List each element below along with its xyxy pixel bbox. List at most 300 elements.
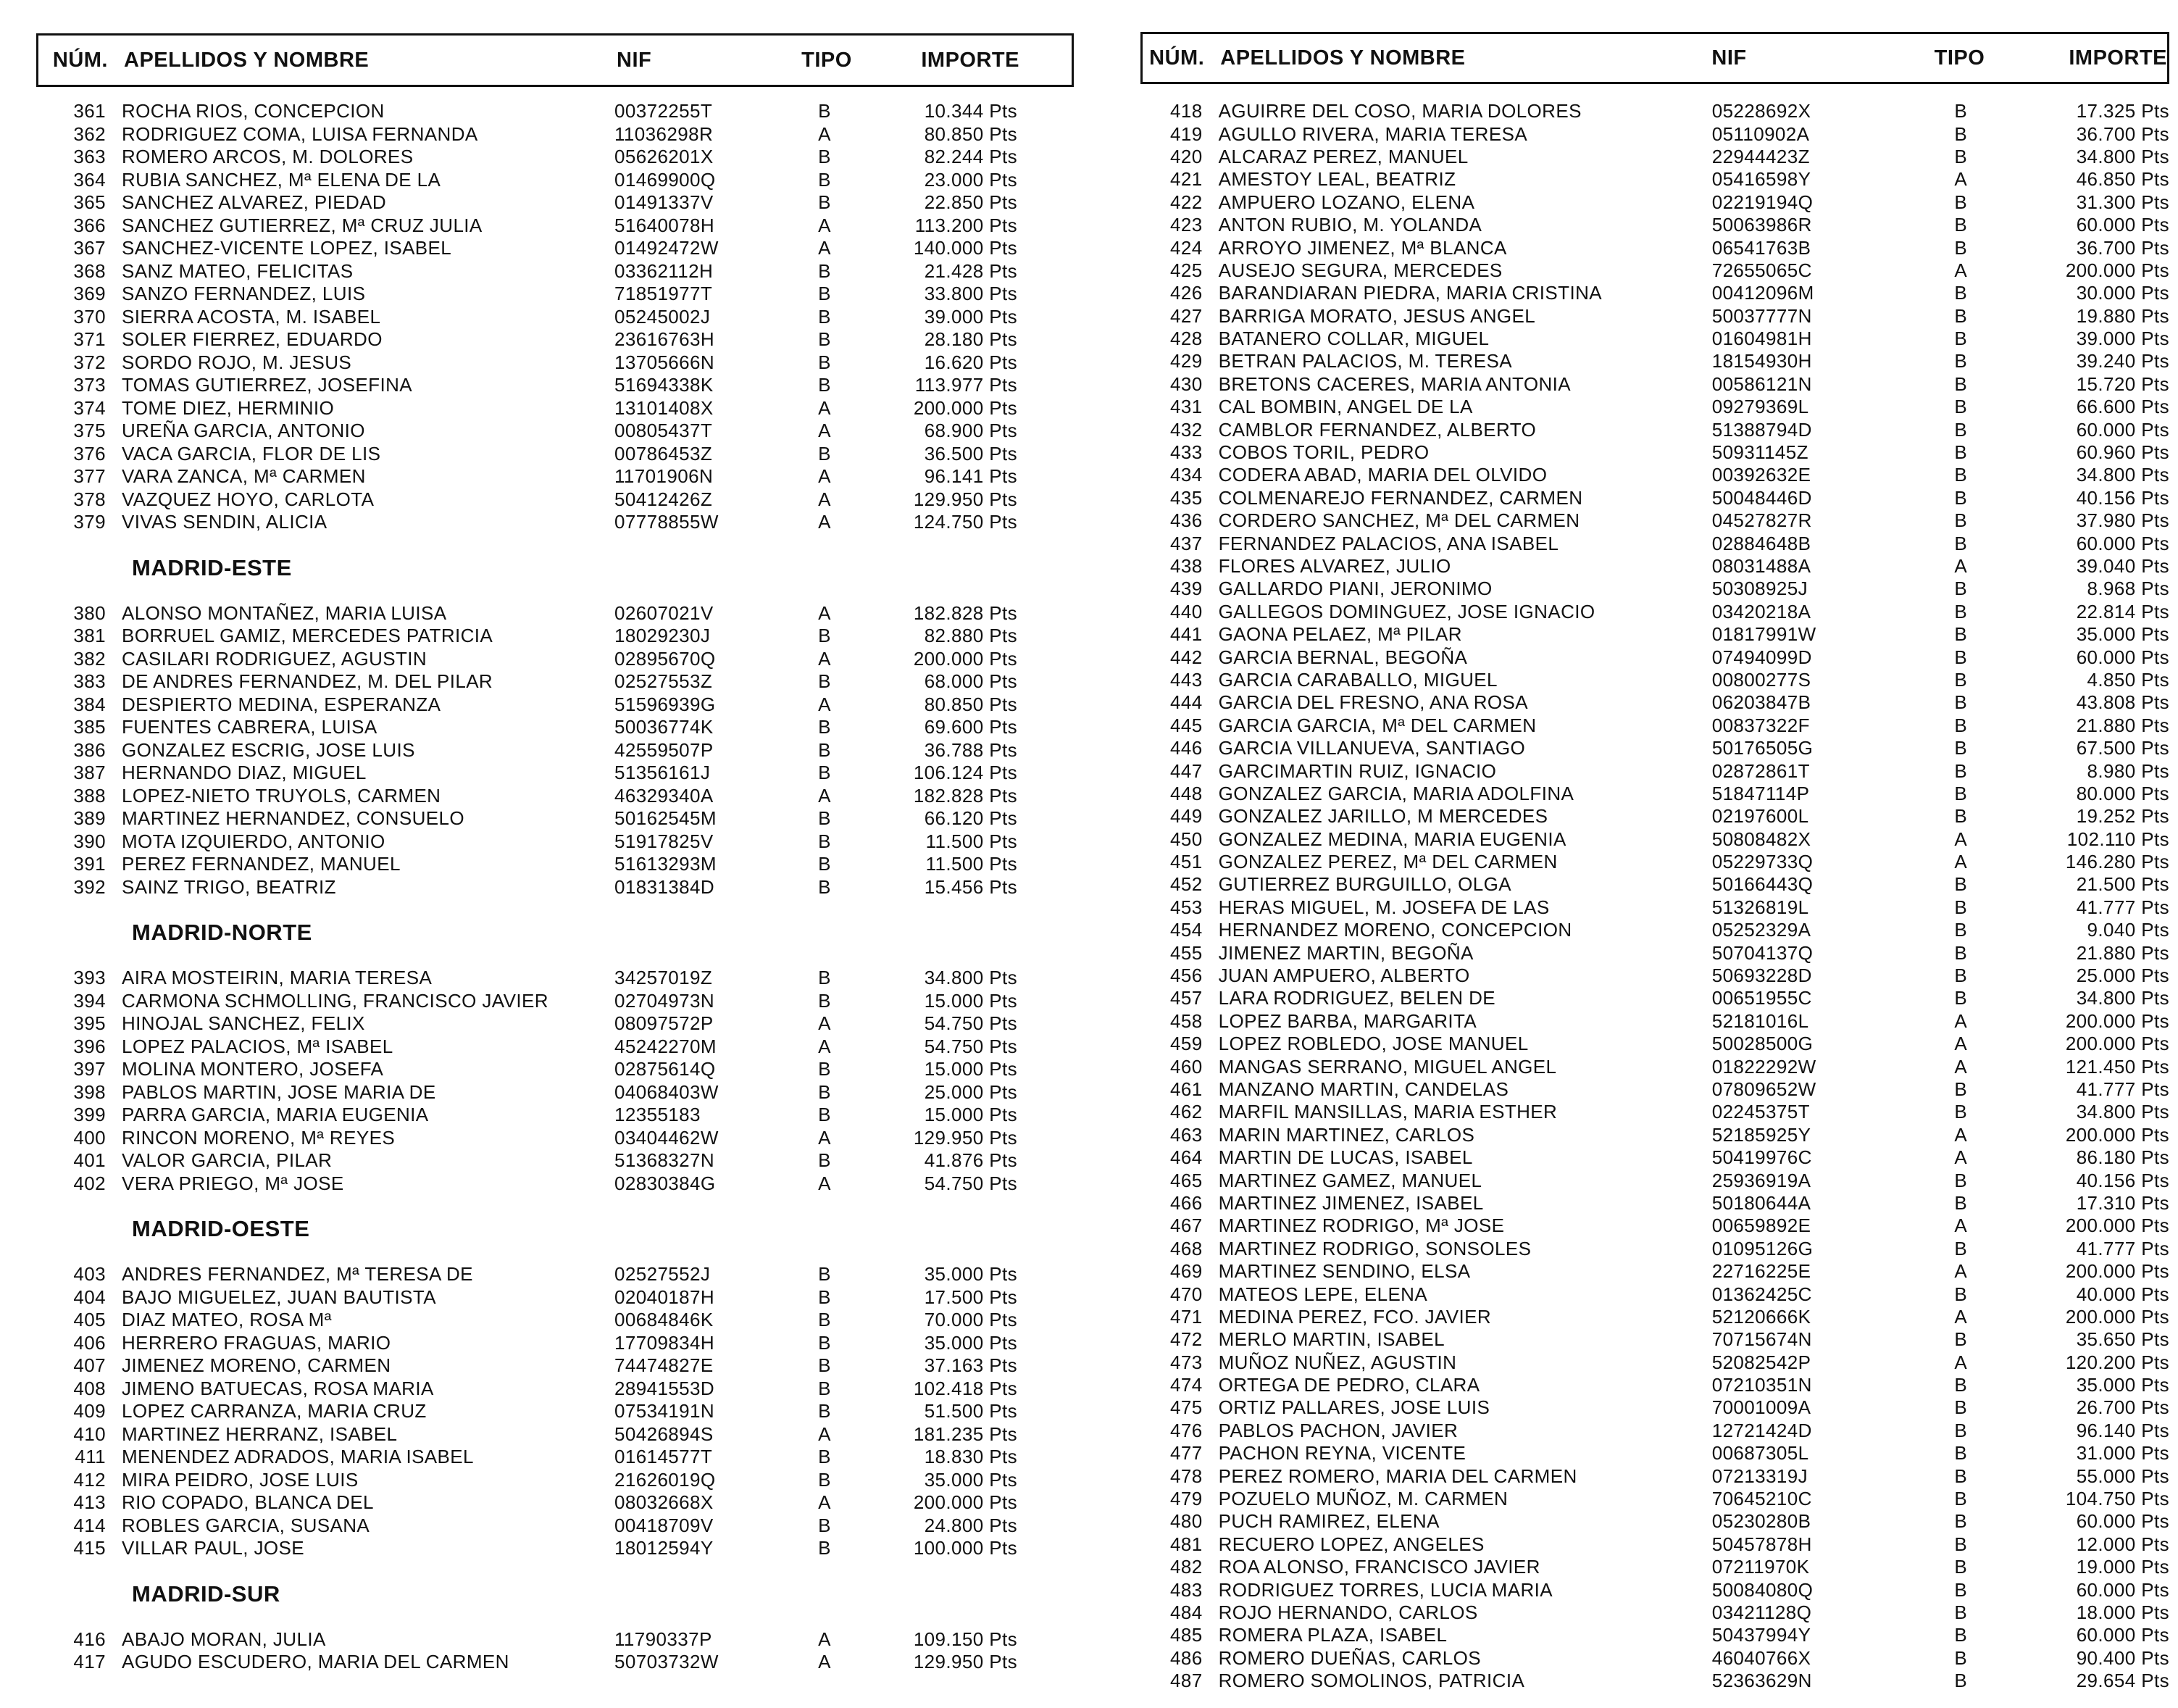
row-nif: 50037777N <box>1711 304 1812 327</box>
row-importe: 80.000 Pts <box>2076 782 2169 804</box>
row-importe: 21.428 Pts <box>924 259 1017 282</box>
row-nif: 05110902A <box>1711 122 1810 145</box>
row-tipo: B <box>818 1263 831 1286</box>
row-num: 453 <box>1170 896 1203 918</box>
table-row <box>36 1515 1074 1538</box>
row-nif: 02704973N <box>614 989 715 1012</box>
table-row <box>1140 1533 2169 1556</box>
row-name: MUÑOZ NUÑEZ, AGUSTIN <box>1218 1351 1457 1373</box>
row-nif: 00805437T <box>614 420 713 442</box>
table-row <box>1140 1578 2169 1601</box>
row-importe: 55.000 Pts <box>2076 1465 2169 1487</box>
row-tipo: B <box>818 853 831 875</box>
row-num: 449 <box>1170 805 1203 828</box>
row-name: POZUELO MUÑOZ, M. CARMEN <box>1218 1488 1509 1510</box>
table-row <box>1140 1215 2169 1237</box>
header-name: APELLIDOS Y NOMBRE <box>1220 46 1466 70</box>
row-num: 384 <box>73 693 106 715</box>
row-nif: 00586121N <box>1711 372 1812 395</box>
row-nif: 00800277S <box>1711 668 1811 691</box>
table-row <box>1140 1055 2169 1078</box>
row-tipo: B <box>818 989 831 1012</box>
row-tipo: A <box>1954 555 1968 577</box>
row-num: 418 <box>1170 100 1203 122</box>
table-row <box>1140 1078 2169 1101</box>
row-num: 461 <box>1170 1078 1203 1100</box>
row-nif: 00837322F <box>1711 714 1810 736</box>
row-tipo: B <box>818 670 831 693</box>
table-row <box>36 648 1074 671</box>
row-nif: 50693228D <box>1711 965 1812 987</box>
row-tipo: A <box>818 214 831 236</box>
row-num: 364 <box>73 168 106 191</box>
row-nif: 17709834H <box>614 1331 715 1354</box>
row-importe: 100.000 Pts <box>913 1537 1017 1559</box>
row-num: 395 <box>73 1012 106 1035</box>
table-row <box>36 785 1074 808</box>
row-num: 470 <box>1170 1283 1203 1305</box>
table-row <box>1140 1465 2169 1487</box>
table-row <box>1140 305 2169 328</box>
row-name: GALLARDO PIANI, JERONIMO <box>1218 578 1493 600</box>
row-num: 405 <box>73 1309 106 1331</box>
row-tipo: B <box>1954 1374 1968 1396</box>
row-importe: 25.000 Pts <box>2076 965 2169 987</box>
row-tipo: B <box>1954 1670 1968 1692</box>
row-tipo: B <box>1954 1533 1968 1555</box>
row-importe: 200.000 Pts <box>913 396 1017 419</box>
row-tipo: B <box>1954 372 1968 395</box>
row-importe: 54.750 Pts <box>924 1035 1017 1057</box>
row-importe: 26.700 Pts <box>2076 1396 2169 1419</box>
row-tipo: B <box>818 762 831 784</box>
row-num: 465 <box>1170 1169 1203 1191</box>
row-num: 411 <box>75 1446 106 1468</box>
row-importe: 200.000 Pts <box>2065 259 2169 281</box>
row-nif: 00412096M <box>1711 282 1814 304</box>
row-importe: 15.720 Pts <box>2076 372 2169 395</box>
table-row <box>1140 1010 2169 1033</box>
row-num: 426 <box>1170 282 1203 304</box>
row-tipo: B <box>1954 578 1968 600</box>
row-importe: 129.950 Pts <box>913 1651 1017 1673</box>
row-num: 467 <box>1170 1215 1203 1237</box>
row-num: 474 <box>1170 1374 1203 1396</box>
row-importe: 22.850 Pts <box>924 191 1017 214</box>
row-nif: 11790337P <box>614 1628 712 1650</box>
row-tipo: A <box>818 465 831 488</box>
row-num: 444 <box>1170 691 1203 714</box>
row-num: 468 <box>1170 1237 1203 1259</box>
table-row <box>36 191 1074 214</box>
row-importe: 10.344 Pts <box>924 100 1017 122</box>
row-num: 483 <box>1170 1578 1203 1601</box>
table-row <box>36 1263 1074 1286</box>
row-tipo: B <box>1954 1624 1968 1646</box>
row-name: GONZALEZ JARILLO, M MERCEDES <box>1218 805 1548 828</box>
row-nif: 70715674N <box>1711 1328 1812 1351</box>
row-num: 485 <box>1170 1624 1203 1646</box>
table-row <box>1140 715 2169 737</box>
row-importe: 96.141 Pts <box>924 465 1017 488</box>
row-num: 432 <box>1170 418 1203 441</box>
row-importe: 19.252 Pts <box>2076 805 2169 828</box>
row-name: VACA GARCIA, FLOR DE LIS <box>122 442 381 465</box>
row-num: 410 <box>73 1422 106 1445</box>
row-importe: 35.000 Pts <box>924 1263 1017 1286</box>
row-name: AGUIRRE DEL COSO, MARIA DOLORES <box>1218 100 1582 122</box>
row-nif: 02040187H <box>614 1286 715 1308</box>
row-importe: 82.244 Pts <box>924 146 1017 168</box>
row-name: GONZALEZ PEREZ, Mª DEL CARMEN <box>1218 851 1558 873</box>
table-row <box>36 830 1074 854</box>
row-nif: 51640078H <box>614 214 715 236</box>
row-importe: 18.000 Pts <box>2076 1601 2169 1623</box>
row-num: 377 <box>73 465 106 488</box>
row-tipo: B <box>1954 987 1968 1009</box>
row-num: 369 <box>73 283 106 305</box>
row-num: 403 <box>73 1263 106 1286</box>
table-row <box>36 488 1074 512</box>
table-row <box>36 1012 1074 1036</box>
row-importe: 9.040 Pts <box>2087 919 2169 941</box>
row-name: JIMENEZ MARTIN, BEGOÑA <box>1218 941 1474 964</box>
row-name: LOPEZ-NIETO TRUYOLS, CARMEN <box>122 784 441 807</box>
row-tipo: A <box>818 1126 831 1149</box>
row-nif: 13101408X <box>614 396 714 419</box>
header-num: NÚM. <box>52 48 108 72</box>
table-row <box>1140 441 2169 464</box>
row-num: 365 <box>73 191 106 214</box>
row-num: 398 <box>73 1080 106 1103</box>
row-num: 438 <box>1170 555 1203 577</box>
row-nif: 08031488A <box>1711 555 1811 577</box>
row-nif: 07809652W <box>1711 1078 1816 1100</box>
row-importe: 36.788 Pts <box>924 738 1017 761</box>
row-name: CORDERO SANCHEZ, Mª DEL CARMEN <box>1218 509 1580 532</box>
table-row <box>36 1036 1074 1059</box>
row-tipo: B <box>818 1400 831 1422</box>
row-tipo: B <box>1954 464 1968 486</box>
row-importe: 16.620 Pts <box>924 351 1017 373</box>
row-num: 361 <box>73 100 106 122</box>
row-importe: 12.000 Pts <box>2076 1533 2169 1555</box>
row-nif: 01817991W <box>1711 623 1816 646</box>
header-num: NÚM. <box>1149 46 1205 70</box>
row-num: 450 <box>1170 828 1203 850</box>
row-tipo: B <box>818 1354 831 1377</box>
row-name: PABLOS PACHON, JAVIER <box>1218 1419 1459 1441</box>
row-tipo: B <box>1954 191 1968 213</box>
row-name: AMESTOY LEAL, BEATRIZ <box>1218 168 1456 191</box>
row-importe: 35.000 Pts <box>2076 623 2169 646</box>
row-tipo: A <box>818 693 831 715</box>
row-nif: 52082542P <box>1711 1351 1811 1373</box>
row-nif: 50063986R <box>1711 214 1812 236</box>
row-tipo: B <box>1954 759 1968 782</box>
header-nif: NIF <box>617 48 652 72</box>
row-nif: 01614577T <box>614 1446 713 1468</box>
row-tipo: B <box>818 442 831 465</box>
row-tipo: B <box>818 625 831 647</box>
row-tipo: B <box>1954 1191 1968 1214</box>
row-nif: 50084080Q <box>1711 1578 1814 1601</box>
row-nif: 50412426Z <box>614 488 713 510</box>
row-tipo: A <box>818 1651 831 1673</box>
header-importe: IMPORTE <box>2069 46 2167 70</box>
table-row <box>1140 555 2169 578</box>
row-name: DIAZ MATEO, ROSA Mª <box>122 1309 332 1331</box>
table-row <box>36 1491 1074 1515</box>
row-importe: 35.000 Pts <box>924 1331 1017 1354</box>
row-importe: 17.500 Pts <box>924 1286 1017 1308</box>
row-name: ANDRES FERNANDEZ, Mª TERESA DE <box>122 1263 473 1286</box>
row-name: ROMERO ARCOS, M. DOLORES <box>122 146 414 168</box>
table-row <box>36 1446 1074 1469</box>
row-name: BAJO MIGUELEZ, JUAN BAUTISTA <box>122 1286 437 1308</box>
row-importe: 120.200 Pts <box>2065 1351 2169 1373</box>
row-nif: 02607021V <box>614 601 714 624</box>
row-num: 374 <box>73 396 106 419</box>
table-row <box>36 260 1074 283</box>
row-nif: 02527553Z <box>614 670 713 693</box>
row-num: 382 <box>73 647 106 670</box>
row-name: MANGAS SERRANO, MIGUEL ANGEL <box>1218 1055 1557 1078</box>
table-row <box>36 283 1074 306</box>
row-num: 376 <box>73 442 106 465</box>
row-nif: 71851977T <box>614 283 713 305</box>
row-name: ALONSO MONTAÑEZ, MARIA LUISA <box>122 601 447 624</box>
table-row <box>1140 1601 2169 1624</box>
row-nif: 00418709V <box>614 1514 714 1536</box>
row-importe: 146.280 Pts <box>2065 851 2169 873</box>
table-row <box>1140 669 2169 691</box>
table-row <box>1140 987 2169 1009</box>
row-importe: 60.000 Pts <box>2076 532 2169 554</box>
row-importe: 54.750 Pts <box>924 1172 1017 1194</box>
table-row <box>1140 418 2169 441</box>
row-name: RODRIGUEZ COMA, LUISA FERNANDA <box>122 122 478 145</box>
row-importe: 19.880 Pts <box>2076 304 2169 327</box>
row-nif: 50308925J <box>1711 578 1808 600</box>
row-nif: 50162545M <box>614 807 717 830</box>
row-importe: 200.000 Pts <box>2065 1215 2169 1237</box>
row-importe: 129.950 Pts <box>913 488 1017 510</box>
row-name: MARTINEZ HERNANDEZ, CONSUELO <box>122 807 464 830</box>
row-tipo: B <box>818 1537 831 1559</box>
row-nif: 46329340A <box>614 784 714 807</box>
row-num: 394 <box>73 989 106 1012</box>
table-row <box>1140 1101 2169 1123</box>
row-tipo: A <box>818 488 831 510</box>
row-num: 456 <box>1170 965 1203 987</box>
row-tipo: A <box>818 1035 831 1057</box>
row-num: 423 <box>1170 214 1203 236</box>
row-tipo: B <box>1954 1101 1968 1123</box>
row-num: 375 <box>73 420 106 442</box>
table-row <box>36 169 1074 192</box>
row-name: CAMBLOR FERNANDEZ, ALBERTO <box>1218 418 1537 441</box>
table-row <box>36 397 1074 420</box>
row-nif: 11036298R <box>614 122 714 145</box>
row-num: 413 <box>73 1491 106 1514</box>
row-nif: 08032668X <box>614 1491 714 1514</box>
row-num: 466 <box>1170 1191 1203 1214</box>
row-importe: 19.000 Pts <box>2076 1556 2169 1578</box>
row-name: GARCIMARTIN RUIZ, IGNACIO <box>1218 759 1497 782</box>
row-nif: 51356161J <box>614 762 711 784</box>
row-num: 420 <box>1170 145 1203 167</box>
row-importe: 66.120 Pts <box>924 807 1017 830</box>
row-importe: 70.000 Pts <box>924 1309 1017 1331</box>
row-name: SIERRA ACOSTA, M. ISABEL <box>122 305 381 328</box>
row-name: ORTIZ PALLARES, JOSE LUIS <box>1218 1396 1490 1419</box>
row-nif: 45242270M <box>614 1035 717 1057</box>
row-tipo: B <box>1954 1419 1968 1441</box>
table-row <box>36 739 1074 762</box>
row-num: 401 <box>73 1149 106 1172</box>
row-nif: 05228692X <box>1711 100 1811 122</box>
row-name: GALLEGOS DOMINGUEZ, JOSE IGNACIO <box>1218 600 1595 622</box>
row-importe: 34.800 Pts <box>2076 145 2169 167</box>
table-row <box>1140 691 2169 714</box>
row-importe: 113.977 Pts <box>914 374 1017 396</box>
row-tipo: B <box>818 100 831 122</box>
row-name: BATANERO COLLAR, MIGUEL <box>1218 328 1490 350</box>
row-name: AIRA MOSTEIRIN, MARIA TERESA <box>122 967 433 989</box>
row-importe: 21.500 Pts <box>2076 873 2169 896</box>
row-name: LOPEZ PALACIOS, Mª ISABEL <box>122 1035 393 1057</box>
row-importe: 200.000 Pts <box>2065 1123 2169 1146</box>
row-num: 478 <box>1170 1465 1203 1487</box>
row-importe: 86.180 Pts <box>2076 1146 2169 1169</box>
row-name: ROMERA PLAZA, ISABEL <box>1218 1624 1448 1646</box>
row-importe: 60.000 Pts <box>2076 1578 2169 1601</box>
table-row <box>1140 1146 2169 1169</box>
table-row <box>1140 1238 2169 1260</box>
row-num: 436 <box>1170 509 1203 532</box>
row-nif: 01362425C <box>1711 1283 1812 1305</box>
row-num: 371 <box>73 328 106 351</box>
row-tipo: A <box>1954 259 1968 281</box>
row-nif: 08097572P <box>614 1012 714 1035</box>
row-name: JIMENEZ MORENO, CARMEN <box>122 1354 391 1377</box>
row-importe: 60.000 Pts <box>2076 646 2169 668</box>
table-row <box>36 853 1074 876</box>
row-nif: 52181016L <box>1711 1009 1809 1032</box>
table-row <box>1140 1306 2169 1328</box>
row-importe: 11.500 Pts <box>925 853 1017 875</box>
row-importe: 102.110 Pts <box>2066 828 2169 850</box>
row-name: AMPUERO LOZANO, ELENA <box>1218 191 1475 213</box>
row-tipo: B <box>1954 532 1968 554</box>
table-header <box>1140 32 2169 84</box>
row-tipo: B <box>1954 805 1968 828</box>
row-num: 431 <box>1170 396 1203 418</box>
row-num: 414 <box>73 1514 106 1536</box>
row-num: 462 <box>1170 1101 1203 1123</box>
row-num: 381 <box>73 625 106 647</box>
row-num: 370 <box>73 305 106 328</box>
row-nif: 01831384D <box>614 875 715 898</box>
row-name: GARCIA VILLANUEVA, SANTIAGO <box>1218 737 1526 759</box>
row-tipo: B <box>818 283 831 305</box>
row-name: HERNANDEZ MORENO, CONCEPCION <box>1218 919 1572 941</box>
row-nif: 50419976C <box>1711 1146 1812 1169</box>
table-row <box>1140 965 2169 987</box>
row-name: MARTINEZ RODRIGO, SONSOLES <box>1218 1237 1532 1259</box>
row-name: SORDO ROJO, M. JESUS <box>122 351 352 373</box>
row-tipo: B <box>1954 1283 1968 1305</box>
row-nif: 51847114P <box>1711 782 1810 804</box>
row-importe: 90.400 Pts <box>2076 1646 2169 1669</box>
table-row <box>1140 464 2169 486</box>
section-heading: MADRID-SUR <box>132 1580 280 1607</box>
row-importe: 4.850 Pts <box>2087 668 2169 691</box>
row-tipo: A <box>1954 1215 1968 1237</box>
table-row <box>36 1378 1074 1401</box>
row-name: MERLO MARTIN, ISABEL <box>1218 1328 1445 1351</box>
row-nif: 51917825V <box>614 830 714 852</box>
row-num: 479 <box>1170 1488 1203 1510</box>
table-row <box>1140 259 2169 282</box>
row-importe: 200.000 Pts <box>2065 1305 2169 1328</box>
row-tipo: A <box>818 396 831 419</box>
row-importe: 54.750 Pts <box>924 1012 1017 1035</box>
row-tipo: A <box>818 511 831 533</box>
header-nif: NIF <box>1711 46 1747 70</box>
row-num: 415 <box>73 1537 106 1559</box>
row-importe: 17.325 Pts <box>2076 100 2169 122</box>
table-row <box>36 1332 1074 1355</box>
table-row <box>1140 1442 2169 1465</box>
row-name: SANCHEZ GUTIERREZ, Mª CRUZ JULIA <box>122 214 483 236</box>
row-importe: 60.000 Pts <box>2076 214 2169 236</box>
row-name: DESPIERTO MEDINA, ESPERANZA <box>122 693 441 715</box>
row-tipo: B <box>818 1286 831 1308</box>
row-nif: 02884648B <box>1711 532 1811 554</box>
row-name: MARTINEZ RODRIGO, Mª JOSE <box>1218 1215 1505 1237</box>
row-num: 433 <box>1170 441 1203 464</box>
row-importe: 15.000 Pts <box>924 1058 1017 1080</box>
row-num: 419 <box>1170 122 1203 145</box>
row-importe: 200.000 Pts <box>2065 1033 2169 1055</box>
row-nif: 03421128Q <box>1711 1601 1812 1623</box>
row-num: 475 <box>1170 1396 1203 1419</box>
row-tipo: B <box>818 1468 831 1491</box>
row-num: 373 <box>73 374 106 396</box>
row-tipo: B <box>1954 486 1968 509</box>
row-tipo: A <box>1954 1305 1968 1328</box>
row-nif: 70001009A <box>1711 1396 1811 1419</box>
table-row <box>1140 1420 2169 1442</box>
table-row <box>1140 578 2169 600</box>
row-name: CAL BOMBIN, ANGEL DE LA <box>1218 396 1473 418</box>
row-tipo: B <box>1954 1601 1968 1623</box>
row-tipo: B <box>818 1331 831 1354</box>
row-tipo: A <box>1954 1351 1968 1373</box>
table-row <box>1140 1510 2169 1533</box>
row-tipo: A <box>1954 1055 1968 1078</box>
row-tipo: B <box>818 1377 831 1399</box>
table-row <box>1140 851 2169 873</box>
row-nif: 50166443Q <box>1711 873 1814 896</box>
row-importe: 35.650 Pts <box>2076 1328 2169 1351</box>
row-nif: 03362112H <box>614 259 714 282</box>
row-num: 428 <box>1170 328 1203 350</box>
row-importe: 181.235 Pts <box>913 1422 1017 1445</box>
row-name: GONZALEZ ESCRIG, JOSE LUIS <box>122 738 415 761</box>
